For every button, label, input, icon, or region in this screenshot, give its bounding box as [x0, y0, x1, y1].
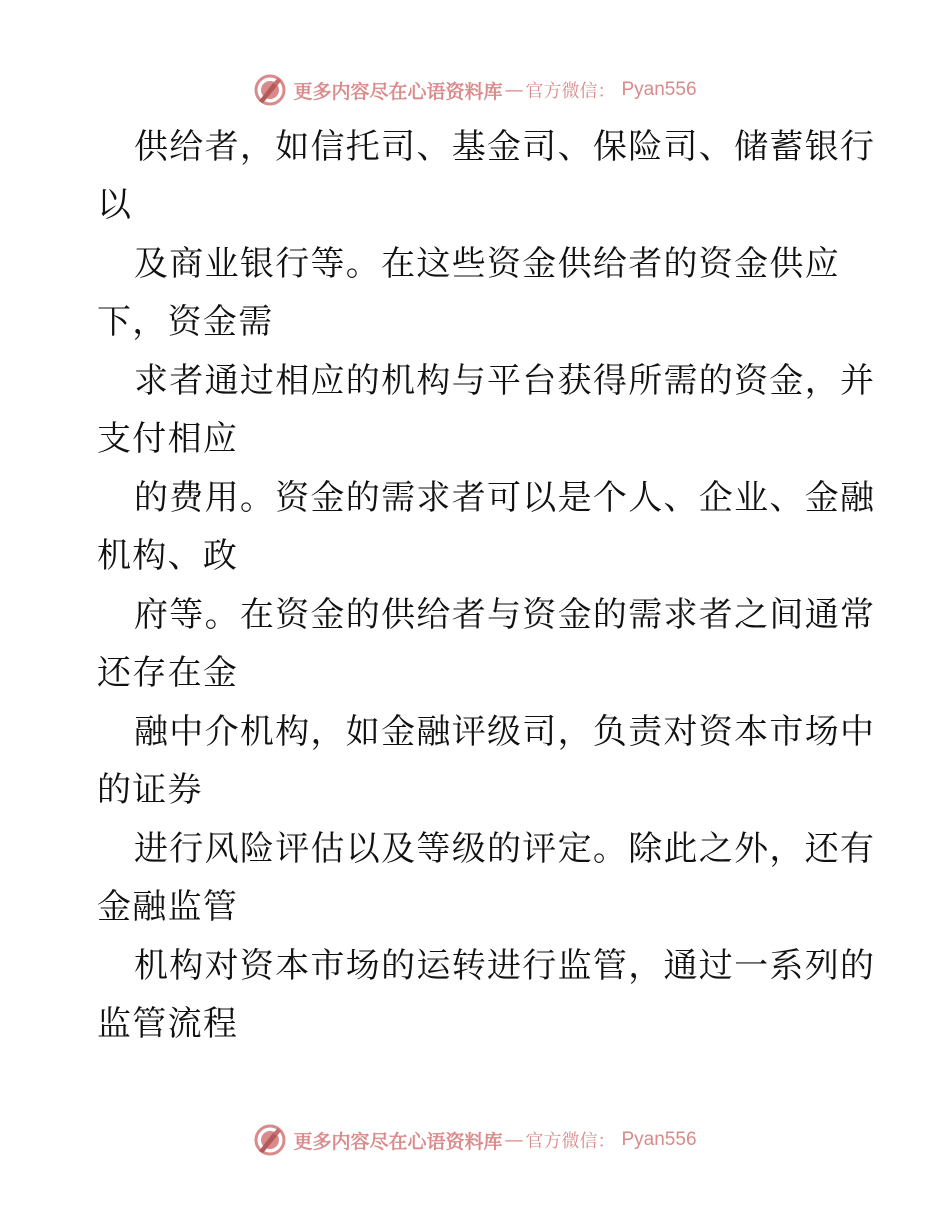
footer-watermark-dash: — [504, 1129, 524, 1151]
footer-watermark-wechat-label: 官方微信： [525, 1131, 616, 1152]
paragraph-line-wrap: 还存在金 [97, 653, 239, 693]
footer-watermark-wechat-id: Pyan556 [621, 1129, 697, 1150]
paragraph [0, 937, 950, 1054]
paragraph-line: 求者通过相应的机构与平台获得所需的资金，并 [134, 361, 876, 401]
paragraph-line: 融中介机构，如金融评级司，负责对资本市场中 [134, 712, 876, 752]
paragraph-line-wrap: 以 [97, 185, 133, 225]
paragraph-line-wrap: 机构、政 [97, 536, 239, 576]
header-watermark-dash: — [504, 79, 524, 101]
header-watermark-wechat-label: 官方微信： [525, 81, 616, 102]
paragraph-line-wrap: 支付相应 [97, 419, 239, 459]
document-body [0, 118, 950, 1054]
paragraph-line-wrap: 的证券 [97, 770, 203, 810]
paragraph [0, 703, 950, 820]
paragraph-line: 进行风险评估以及等级的评定。除此之外，还有 [134, 829, 876, 869]
pen-in-circle-logo-icon [253, 1123, 287, 1157]
pen-in-circle-logo-icon [253, 73, 287, 107]
header-watermark-text: 更多内容尽在心语资料库 [293, 80, 503, 103]
paragraph [0, 118, 950, 235]
paragraph-line: 供给者，如信托司、基金司、保险司、储蓄银行 [134, 127, 876, 167]
footer-watermark-text: 更多内容尽在心语资料库 [293, 1130, 503, 1153]
paragraph-line-wrap: 金融监管 [97, 887, 239, 927]
header-watermark-wechat-id: Pyan556 [621, 79, 697, 100]
paragraph-line: 及商业银行等。在这些资金供给者的资金供应 [134, 244, 840, 284]
paragraph-line: 机构对资本市场的运转进行监管，通过一系列的 [134, 946, 876, 986]
paragraph [0, 469, 950, 586]
paragraph-line: 府等。在资金的供给者与资金的需求者之间通常 [134, 595, 876, 635]
paragraph [0, 820, 950, 937]
paragraph-line-wrap: 监管流程 [97, 1004, 239, 1044]
footer-watermark [0, 1120, 950, 1160]
paragraph [0, 235, 950, 352]
paragraph-line: 的费用。资金的需求者可以是个人、企业、金融 [134, 478, 876, 518]
paragraph-line-wrap: 下，资金需 [97, 302, 274, 342]
paragraph [0, 586, 950, 703]
paragraph [0, 352, 950, 469]
header-watermark [0, 70, 950, 110]
